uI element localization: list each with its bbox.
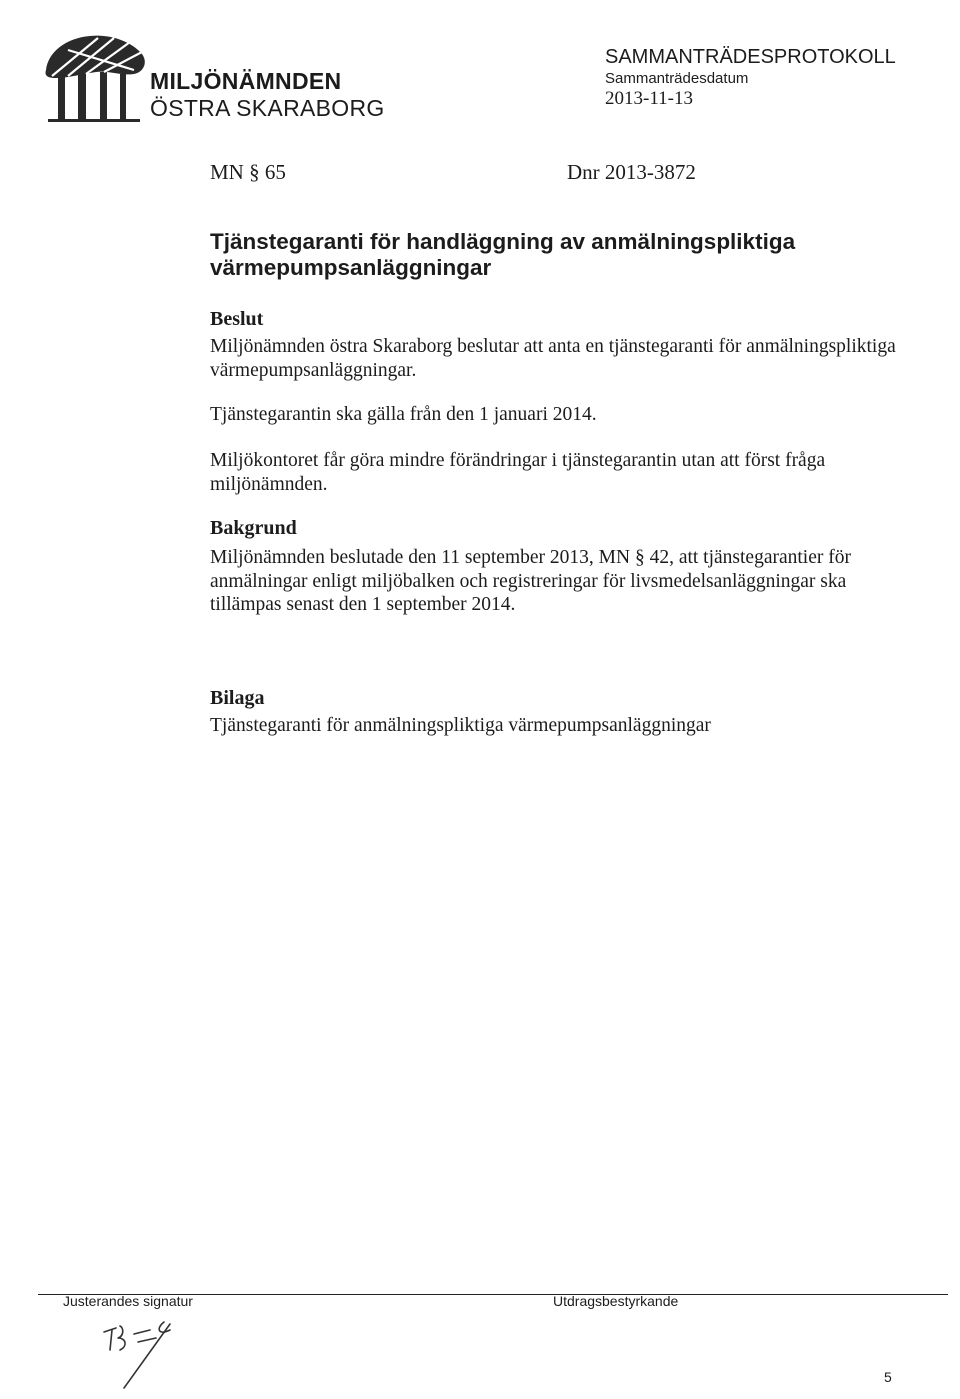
beslut-paragraph-3: Miljökontoret får göra mindre förändringar i tjänstegarantin utan att först fråga miljönämnden. bbox=[210, 450, 826, 495]
org-name-line2: ÖSTRA SKARABORG bbox=[150, 95, 385, 121]
case-number: Dnr 2013-3872 bbox=[567, 160, 696, 184]
bilaga-attachment: Tjänstegaranti för anmälningspliktiga värmepumpsanläggningar bbox=[210, 715, 711, 736]
section-heading-bilaga: Bilaga bbox=[210, 687, 265, 709]
signature-label: Justerandes signatur bbox=[63, 1293, 193, 1309]
beslut-paragraph-1: Miljönämnden östra Skaraborg beslutar att anta en tjänstegaranti för anmälningspliktiga värmepumpsanläggningar. bbox=[210, 336, 896, 381]
org-name-line1: MILJÖNÄMNDEN bbox=[150, 68, 342, 94]
paragraph-reference: MN § 65 bbox=[210, 160, 286, 184]
document-type: SAMMANTRÄDESPROTOKOLL bbox=[605, 46, 896, 68]
tree-logo bbox=[38, 30, 148, 126]
beslut-paragraph-2: Tjänstegarantin ska gälla från den 1 januari 2014. bbox=[210, 404, 597, 425]
page-number: 5 bbox=[884, 1369, 892, 1385]
meeting-date-label: Sammanträdesdatum bbox=[605, 70, 749, 87]
section-heading-bakgrund: Bakgrund bbox=[210, 517, 297, 539]
extract-certification-label: Utdragsbestyrkande bbox=[553, 1293, 679, 1309]
page-title: Tjänstegaranti för handläggning av anmälningspliktiga värmepumpsanläggningar bbox=[210, 229, 796, 280]
handwritten-signature bbox=[98, 1308, 218, 1390]
bakgrund-paragraph: Miljönämnden beslutade den 11 september 2013, MN § 42, att tjänstegarantier för anmälningar enligt miljöbalken och registreringar för livsmedelsanläggningar ska tillämpas senast den 1 september 2014. bbox=[210, 547, 851, 615]
meeting-date: 2013-11-13 bbox=[605, 88, 693, 109]
section-heading-beslut: Beslut bbox=[210, 308, 264, 330]
